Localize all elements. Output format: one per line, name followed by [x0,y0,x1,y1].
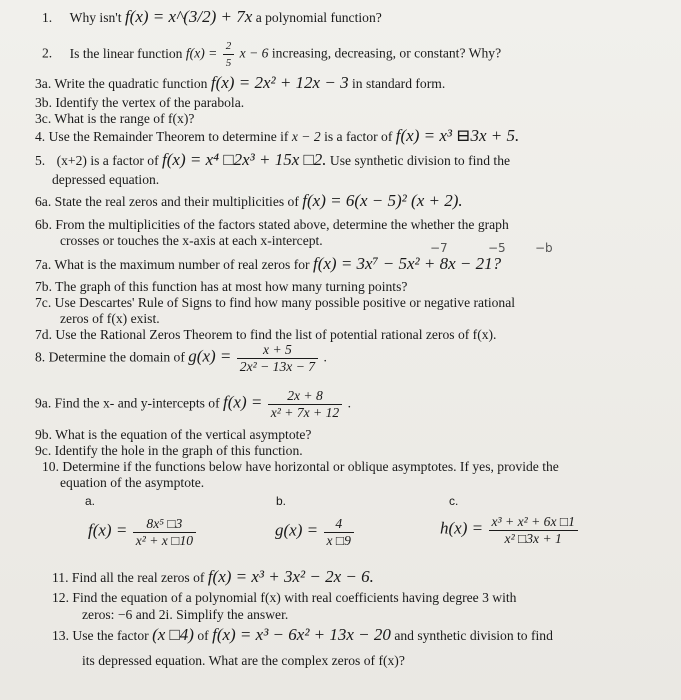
math-expression: g(x) = [188,346,232,366]
question-text: From the multiplicities of the factors stated above, determine the whether the graph [55,217,509,232]
question-number: 10. [42,459,59,474]
question-text: What is the maximum number of real zeros for [54,257,310,272]
math-expression: (x □4) [152,625,194,644]
question-3b [35,95,244,111]
question-7c [35,295,515,311]
question-text: Write the quadratic function [54,76,208,91]
question-text: Identify the vertex of the parabola. [55,95,245,110]
question-10-line2 [60,475,204,491]
question-text: Use Descartes' Rule of Signs to find how many possible positive or negative rational [54,295,516,310]
question-13-line2 [82,653,405,669]
question-text: State the real zeros and their multiplicities of [54,194,299,209]
part-label-c: c. [449,494,459,508]
part-label-a: a. [85,494,96,508]
question-number: 9b. [35,427,52,442]
question-text: Find the equation of a polynomial f(x) with real coefficients having degree 3 with [72,590,517,605]
question-text: Identify the hole in the graph of this function. [54,443,303,458]
question-number: 9c. [35,443,52,458]
question-10 [42,459,559,475]
question-12-line2 [82,607,288,623]
question-text: Determine if the functions below have horizontal or oblique asymptotes. If yes, provide the [62,459,559,474]
question-number: 3c. [35,111,52,126]
question-7c-line2 [60,311,160,327]
question-text: zeros of f(x) exist. [60,311,160,326]
question-number: 1. [42,10,53,25]
question-1 [42,9,382,26]
question-number: 6a. [35,194,52,209]
question-number: 7a. [35,257,52,272]
math-expression: f(x) = x³ + 3x² − 2x − 6. [207,567,374,586]
question-7d [35,327,496,343]
question-text: increasing, decreasing, or constant? Why? [271,45,502,61]
question-number: 11. [52,570,69,585]
math-expression: f(x) = [223,392,263,412]
question-text: Use synthetic division to find the [329,153,511,168]
question-11 [52,569,374,586]
question-number: 2. [42,45,53,61]
math-expression: f(x) = 2x² + 12x − 3 [210,73,349,92]
question-text: Find the x- and y-intercepts of [54,395,220,411]
question-text: and synthetic division to find [394,628,553,643]
question-6b [35,217,509,233]
question-text: Determine the domain of [48,349,185,365]
question-10a-function [88,516,198,549]
math-expression: f(x) = x⁴ □2x³ + 15x □2. [162,150,327,169]
question-text: zeros: −6 and 2i. Simplify the answer. [82,607,289,622]
question-text: equation of the asymptote. [60,475,205,490]
question-6b-line2 [60,233,323,249]
math-expression: f(x) = x³ − 6x² + 13x − 20 [212,625,391,644]
question-2 [42,38,501,71]
question-number: 3a. [35,76,52,91]
question-number: 9a. [35,395,52,411]
question-text: What is the equation of the vertical asymptote? [55,427,312,442]
math-expression: f(x) = [185,45,218,61]
fraction: $\frac{\text{x³ + x² + 6x □1}}{\text{x² □3x + 1}}$ [489,514,578,547]
question-5 [35,152,510,169]
math-expression: f(x) = x^(3/2) + 7x [124,7,253,26]
question-9a: 9a. Find the x- and y-intercepts of f(x) = $\frac{2x + 8}{\text{x² + 7x + 12}}$ . [35,388,352,420]
fraction: $\frac{\text{8x⁵ □3}}{\text{x² + x □10}}$ [133,516,196,549]
math-expression: f(x) = 6(x − 5)² (x + 2). [302,191,463,210]
math-expression: f(x) = x³ ⊟3x + 5. [395,126,520,145]
question-13 [52,627,553,644]
question-text: Use the Remainder Theorem to determine if [48,129,289,144]
question-text: depressed equation. [52,172,160,187]
question-number: 5. [35,153,46,168]
fraction: $\frac{2x + 8}{\text{x² + 7x + 12}}$ [268,388,342,421]
question-text: crosses or touches the x-axis at each x-intercept. [60,233,323,248]
fraction: $\frac{4}{x □9}$ [324,516,354,549]
fraction: $\frac{2}{5}$ [223,38,235,71]
question-text: of [197,628,209,643]
math-expression: x − 6 [239,45,269,61]
question-text: a polynomial function? [255,10,382,25]
handwritten-mark: −5 [488,241,506,255]
question-8: 8. Determine the domain of g(x) = $\frac{x + 5}{\text{2x² − 13x − 7}}$ . [35,342,327,374]
question-text: What is the range of f(x)? [54,111,195,126]
math-expression: g(x) = [275,520,319,540]
question-9b [35,427,311,443]
question-3a [35,75,445,92]
question-5-line2 [52,172,159,188]
math-expression: x − 2 [291,129,321,144]
question-10b-function [275,516,356,549]
question-text: in standard form. [351,76,446,91]
question-number: 7b. [35,279,52,294]
question-text: Use the Rational Zeros Theorem to find the list of potential rational zeros of f(x). [55,327,497,342]
question-text: Is the linear function [69,45,183,61]
question-text: Use the factor [72,628,149,643]
question-7a [35,256,501,273]
question-number: 7c. [35,295,52,310]
question-text: Find all the real zeros of [71,570,205,585]
question-text: its depressed equation. What are the complex zeros of f(x)? [82,653,405,668]
math-expression: f(x) = 3x⁷ − 5x² + 8x − 21? [312,254,502,273]
question-6a [35,193,463,210]
question-3c [35,111,194,127]
question-number: 3b. [35,95,52,110]
question-number: 12. [52,590,69,605]
question-number: 13. [52,628,69,643]
question-text: (x+2) is a factor of [56,153,159,168]
question-text: is a factor of [324,129,393,144]
question-12 [52,590,516,606]
question-10c-function [440,514,580,547]
math-expression: f(x) = [88,520,128,540]
math-expression: h(x) = [440,518,484,538]
question-text: The graph of this function has at most how many turning points? [55,279,408,294]
handwritten-mark: −b [535,241,553,255]
question-number: 8. [35,349,46,365]
question-4 [35,128,519,145]
question-9c [35,443,303,459]
fraction: $\frac{x + 5}{\text{2x² − 13x − 7}}$ [237,342,318,375]
question-number: 7d. [35,327,52,342]
part-label-b: b. [276,494,287,508]
question-text: Why isn't [69,10,122,25]
question-7b [35,279,407,295]
question-number: 4. [35,129,46,144]
question-number: 6b. [35,217,52,232]
handwritten-mark: −7 [430,241,448,255]
